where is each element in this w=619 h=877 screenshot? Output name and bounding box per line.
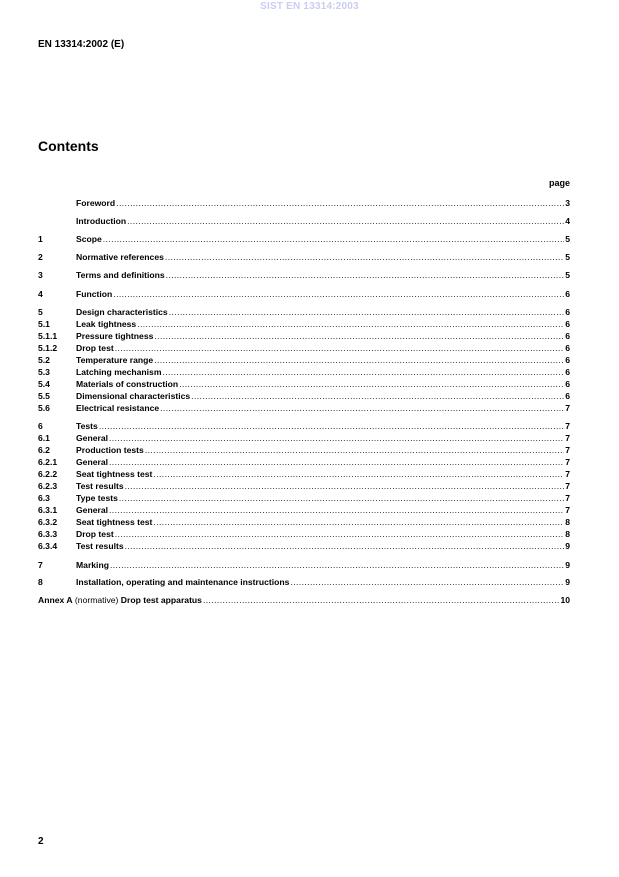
- toc-entry[interactable]: [38, 432, 570, 444]
- toc-title: [38, 594, 202, 606]
- toc-page: 9: [565, 560, 570, 570]
- toc-page: 3: [565, 198, 570, 208]
- leader-dots: [109, 432, 564, 444]
- leader-dots: [127, 215, 564, 227]
- toc-entry[interactable]: [38, 378, 570, 390]
- toc-page: 7: [565, 457, 570, 467]
- annex-type: (normative): [72, 595, 121, 605]
- leader-dots: [179, 378, 564, 390]
- toc-number: 6.1: [38, 433, 50, 443]
- toc-page: 6: [565, 319, 570, 329]
- toc-title: Pressure tightness: [76, 331, 154, 341]
- toc-entry[interactable]: [38, 444, 570, 456]
- toc-title: Introduction: [76, 216, 127, 226]
- toc-page: 9: [565, 577, 570, 587]
- toc-entry[interactable]: [38, 366, 570, 378]
- toc-entry[interactable]: [38, 516, 570, 528]
- toc-page: 9: [565, 541, 570, 551]
- page-title: Contents: [38, 138, 99, 154]
- toc-page: 6: [565, 391, 570, 401]
- toc-title: Drop test: [76, 529, 114, 539]
- leader-dots: [166, 269, 565, 281]
- toc-title: Electrical resistance: [76, 403, 160, 413]
- toc-title: Tests: [76, 421, 98, 431]
- toc-entry[interactable]: [38, 456, 570, 468]
- toc-title: Temperature range: [76, 355, 154, 365]
- toc-number: 7: [38, 560, 43, 570]
- toc-number: 6.3.2: [38, 517, 58, 527]
- leader-dots: [115, 528, 564, 540]
- toc-number: 5.2: [38, 355, 50, 365]
- toc-number: 2: [38, 252, 43, 262]
- leader-dots: [103, 233, 564, 245]
- annex-title: Drop test apparatus: [120, 595, 202, 605]
- toc-entry[interactable]: [38, 342, 570, 354]
- annex-label: Annex A: [38, 595, 73, 605]
- leader-dots: [165, 251, 564, 263]
- toc-entry[interactable]: [38, 480, 570, 492]
- toc-entry[interactable]: [38, 288, 570, 300]
- toc-title: Marking: [76, 560, 109, 570]
- leader-dots: [125, 540, 565, 552]
- toc-number: 5.3: [38, 367, 50, 377]
- toc-number: 6: [38, 421, 43, 431]
- toc-entry[interactable]: [38, 318, 570, 330]
- toc-page: 6: [565, 331, 570, 341]
- toc-page: 5: [565, 234, 570, 244]
- toc-number: 5: [38, 307, 43, 317]
- toc-title: General: [76, 505, 109, 515]
- leader-dots: [191, 390, 564, 402]
- leader-dots: [162, 366, 564, 378]
- toc-title: Installation, operating and maintenance instructions: [76, 577, 290, 587]
- toc-number: 6.3.1: [38, 505, 58, 515]
- toc-title: Latching mechanism: [76, 367, 162, 377]
- toc-entry[interactable]: [38, 559, 570, 571]
- toc-number: 6.3: [38, 493, 50, 503]
- toc-title: Materials of construction: [76, 379, 179, 389]
- watermark: SIST EN 13314:2003: [260, 1, 359, 12]
- toc-page: 7: [565, 469, 570, 479]
- toc-page: 7: [565, 493, 570, 503]
- leader-dots: [290, 576, 564, 588]
- toc-page: 7: [565, 445, 570, 455]
- toc-entry[interactable]: [38, 576, 570, 588]
- toc-title: Seat tightness test: [76, 517, 153, 527]
- toc-entry[interactable]: [38, 306, 570, 318]
- leader-dots: [109, 504, 564, 516]
- toc-title: Leak tightness: [76, 319, 137, 329]
- toc-number: 3: [38, 270, 43, 280]
- toc-title: Dimensional characteristics: [76, 391, 191, 401]
- toc-page: 7: [565, 403, 570, 413]
- toc-title: Normative references: [76, 252, 164, 262]
- document-id: EN 13314:2002 (E): [38, 39, 125, 50]
- toc-entry[interactable]: [38, 504, 570, 516]
- toc-entry-introduction[interactable]: [38, 215, 570, 227]
- toc-page: 7: [565, 433, 570, 443]
- toc-page: 7: [565, 421, 570, 431]
- toc-title: Terms and definitions: [76, 270, 165, 280]
- toc-number: 5.6: [38, 403, 50, 413]
- leader-dots: [110, 559, 564, 571]
- toc-page: 6: [565, 355, 570, 365]
- leader-dots: [169, 306, 565, 318]
- toc-number: 6.2.3: [38, 481, 58, 491]
- toc-title: Design characteristics: [76, 307, 168, 317]
- page-number: 2: [38, 836, 44, 847]
- leader-dots: [116, 197, 564, 209]
- toc-title: Function: [76, 289, 113, 299]
- toc-page: 4: [565, 216, 570, 226]
- toc-page: 8: [565, 517, 570, 527]
- toc-number: 6.2.1: [38, 457, 58, 467]
- leader-dots: [160, 402, 564, 414]
- toc-title: Drop test: [76, 343, 114, 353]
- toc-entry-annex-a[interactable]: [38, 594, 570, 606]
- leader-dots: [119, 492, 564, 504]
- toc-entry[interactable]: [38, 420, 570, 432]
- toc-entry[interactable]: [38, 468, 570, 480]
- leader-dots: [109, 456, 564, 468]
- toc-number: 1: [38, 234, 43, 244]
- toc-number: 5.1.1: [38, 331, 58, 341]
- toc-title: Foreword: [76, 198, 116, 208]
- toc-entry[interactable]: [38, 354, 570, 366]
- toc-page: 7: [565, 481, 570, 491]
- toc-page: 6: [565, 367, 570, 377]
- toc-title: Type tests: [76, 493, 118, 503]
- toc-page: 6: [565, 343, 570, 353]
- leader-dots: [113, 288, 564, 300]
- toc-page: 6: [565, 307, 570, 317]
- leader-dots: [145, 444, 564, 456]
- toc-entry[interactable]: [38, 492, 570, 504]
- toc-page: 10: [560, 595, 570, 605]
- toc-number: 6.2.2: [38, 469, 58, 479]
- toc-number: 6.2: [38, 445, 50, 455]
- toc-title: General: [76, 433, 109, 443]
- toc-page: 5: [565, 270, 570, 280]
- leader-dots: [115, 342, 564, 354]
- leader-dots: [154, 354, 564, 366]
- toc-number: 5.5: [38, 391, 50, 401]
- toc-number: 6.3.4: [38, 541, 58, 551]
- toc-number: 4: [38, 289, 43, 299]
- toc-page: 6: [565, 289, 570, 299]
- toc-number: 6.3.3: [38, 529, 58, 539]
- toc-entry[interactable]: [38, 540, 570, 552]
- leader-dots: [153, 468, 564, 480]
- toc-number: 5.4: [38, 379, 50, 389]
- toc-page: 7: [565, 505, 570, 515]
- toc-title: Production tests: [76, 445, 144, 455]
- toc-entry[interactable]: [38, 528, 570, 540]
- leader-dots: [125, 480, 565, 492]
- toc-number: 5.1.2: [38, 343, 58, 353]
- page-column-label: page: [548, 178, 570, 188]
- leader-dots: [99, 420, 564, 432]
- toc-title: Test results: [76, 481, 124, 491]
- toc-entry[interactable]: [38, 402, 570, 414]
- toc-number: 5.1: [38, 319, 50, 329]
- toc-entry-foreword[interactable]: [38, 197, 570, 209]
- leader-dots: [203, 594, 559, 606]
- toc-entry[interactable]: [38, 269, 570, 281]
- toc-entry[interactable]: [38, 251, 570, 263]
- toc-entry[interactable]: [38, 330, 570, 342]
- toc-entry[interactable]: [38, 233, 570, 245]
- leader-dots: [153, 516, 564, 528]
- leader-dots: [137, 318, 564, 330]
- toc-page: 6: [565, 379, 570, 389]
- toc-entry[interactable]: [38, 390, 570, 402]
- toc-page: 8: [565, 529, 570, 539]
- toc-title: Seat tightness test: [76, 469, 153, 479]
- toc-title: General: [76, 457, 109, 467]
- leader-dots: [154, 330, 564, 342]
- toc-page: 5: [565, 252, 570, 262]
- toc-number: 8: [38, 577, 43, 587]
- toc-title: Test results: [76, 541, 124, 551]
- toc-title: Scope: [76, 234, 102, 244]
